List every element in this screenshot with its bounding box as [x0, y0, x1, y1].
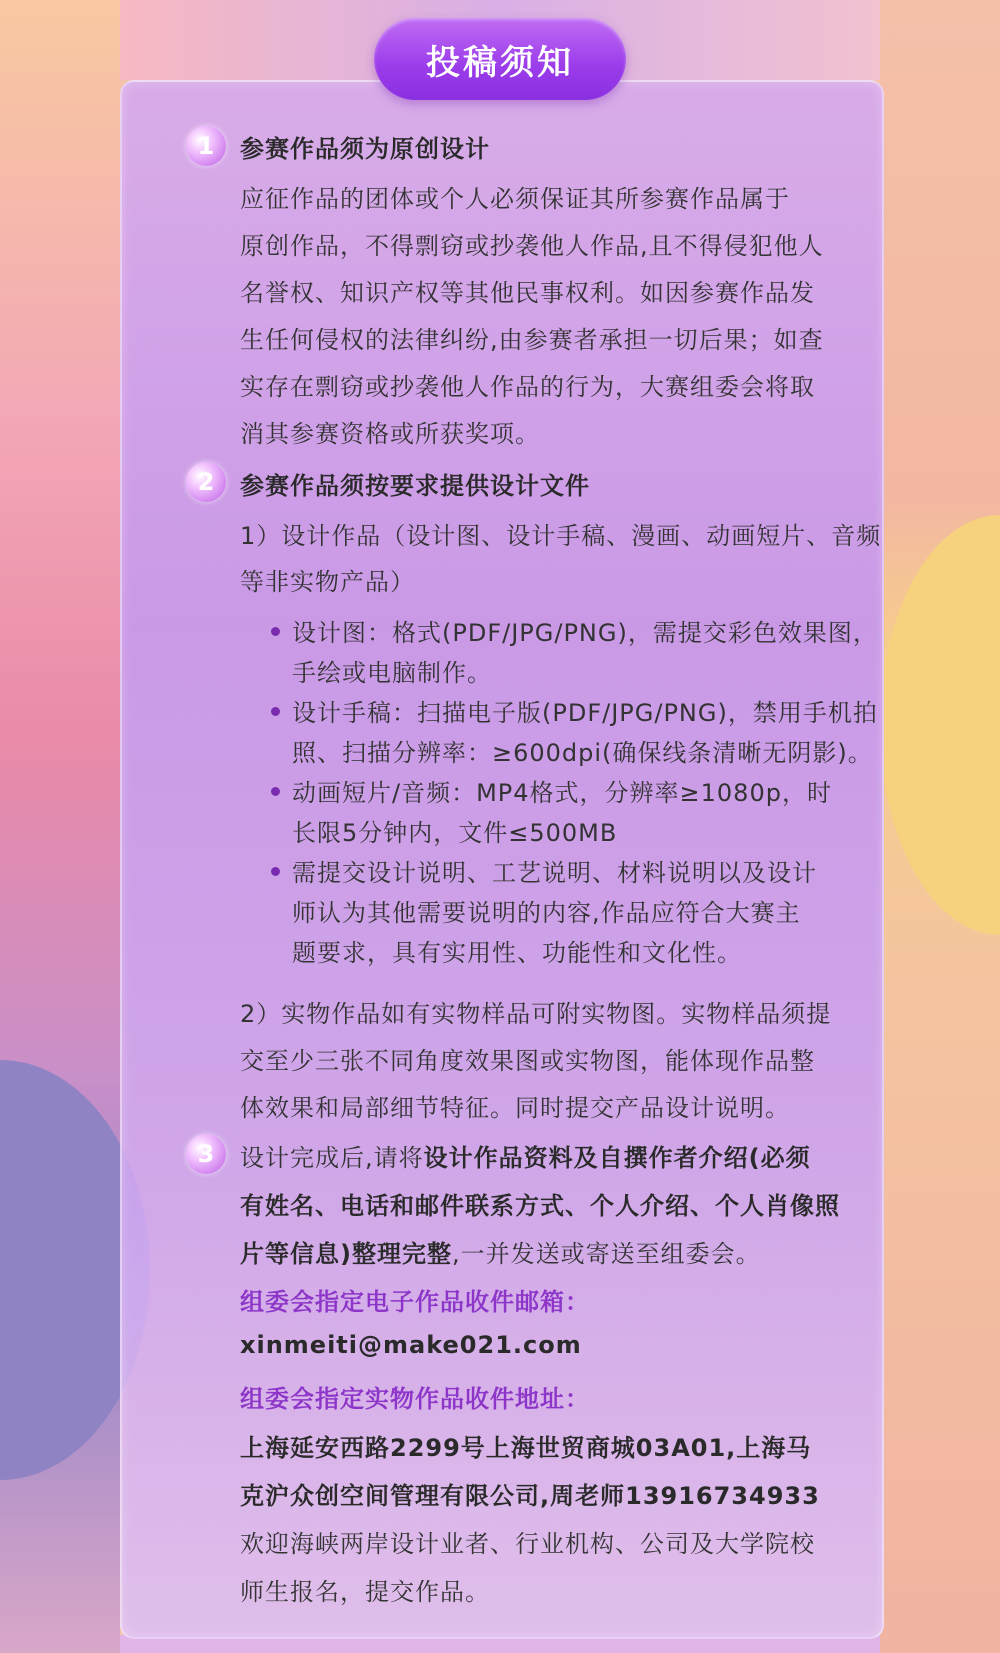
bullet-line: 动画短片/音频：MP4格式，分辨率≥1080p，时 — [292, 779, 832, 807]
bullet-line: 手绘或电脑制作。 — [292, 659, 492, 687]
section-2-outro-line: 2）实物作品如有实物样品可附实物图。实物样品须提 — [240, 1000, 832, 1028]
section-2-intro-line: 1）设计作品（设计图、设计手稿、漫画、动画短片、音频 — [240, 522, 882, 550]
section-3-plain-text: 设计完成后,请将 — [240, 1144, 424, 1172]
section-1-heading: 参赛作品须为原创设计 — [240, 135, 490, 163]
section-1-line: 实存在剽窃或抄袭他人作品的行为，大赛组委会将取 — [240, 373, 815, 401]
section-2-heading: 参赛作品须按要求提供设计文件 — [240, 472, 590, 500]
email-address[interactable]: xinmeiti@make021.com — [240, 1331, 582, 1359]
section-3-bold-text: 设计作品资料及自撰作者介绍(必须 — [423, 1144, 811, 1172]
bullet-dot-icon — [271, 867, 280, 876]
closing-line: 欢迎海峡两岸设计业者、行业机构、公司及大学院校 — [240, 1530, 815, 1558]
section-3-bold-text: 片等信息)整理完整 — [240, 1240, 452, 1268]
address-line: 克沪众创空间管理有限公司,周老师13916734933 — [240, 1482, 820, 1510]
bullet-line: 照、扫描分辨率：≥600dpi(确保线条清晰无阴影)。 — [292, 739, 873, 767]
email-label: 组委会指定电子作品收件邮箱： — [240, 1288, 590, 1316]
address-label: 组委会指定实物作品收件地址： — [240, 1385, 590, 1413]
closing-line: 师生报名，提交作品。 — [240, 1578, 490, 1606]
bullet-line: 长限5分钟内，文件≤500MB — [292, 819, 618, 847]
bullet-dot-icon — [271, 707, 280, 716]
bullet-line: 设计手稿：扫描电子版(PDF/JPG/PNG)，禁用手机拍 — [292, 699, 878, 727]
section-1-line: 生任何侵权的法律纠纷,由参赛者承担一切后果；如查 — [240, 326, 824, 354]
bullet-line: 题要求，具有实用性、功能性和文化性。 — [292, 939, 742, 967]
bullet-dot-icon — [271, 787, 280, 796]
bullet-line: 师认为其他需要说明的内容,作品应符合大赛主 — [292, 899, 801, 927]
section-title: 投稿须知 — [374, 18, 626, 100]
section-1-line: 名誉权、知识产权等其他民事权利。如因参赛作品发 — [240, 279, 815, 307]
bullet-line: 设计图：格式(PDF/JPG/PNG)，需提交彩色效果图， — [292, 619, 878, 647]
number-badge-2: 2 — [186, 462, 226, 502]
section-1-line: 应征作品的团体或个人必须保证其所参赛作品属于 — [240, 185, 790, 213]
section-3-line-3 — [240, 1234, 761, 1269]
section-3-line-2: 有姓名、电话和邮件联系方式、个人介绍、个人肖像照 — [240, 1192, 840, 1220]
bullet-dot-icon — [271, 627, 280, 636]
section-1-line: 消其参赛资格或所获奖项。 — [240, 420, 540, 448]
section-2-outro-line: 交至少三张不同角度效果图或实物图，能体现作品整 — [240, 1047, 815, 1075]
section-3-plain-text: ,一并发送或寄送至组委会。 — [451, 1240, 761, 1268]
section-2-outro-line: 体效果和局部细节特征。同时提交产品设计说明。 — [240, 1094, 790, 1122]
section-1-line: 原创作品，不得剽窃或抄袭他人作品,且不得侵犯他人 — [240, 232, 824, 260]
address-line: 上海延安西路2299号上海世贸商城03A01,上海马 — [240, 1434, 812, 1462]
section-2-intro-line: 等非实物产品） — [240, 568, 415, 596]
number-badge-3: 3 — [186, 1134, 226, 1174]
bullet-line: 需提交设计说明、工艺说明、材料说明以及设计 — [292, 859, 817, 887]
section-3-line-1 — [240, 1138, 811, 1173]
number-badge-1: 1 — [186, 126, 226, 166]
